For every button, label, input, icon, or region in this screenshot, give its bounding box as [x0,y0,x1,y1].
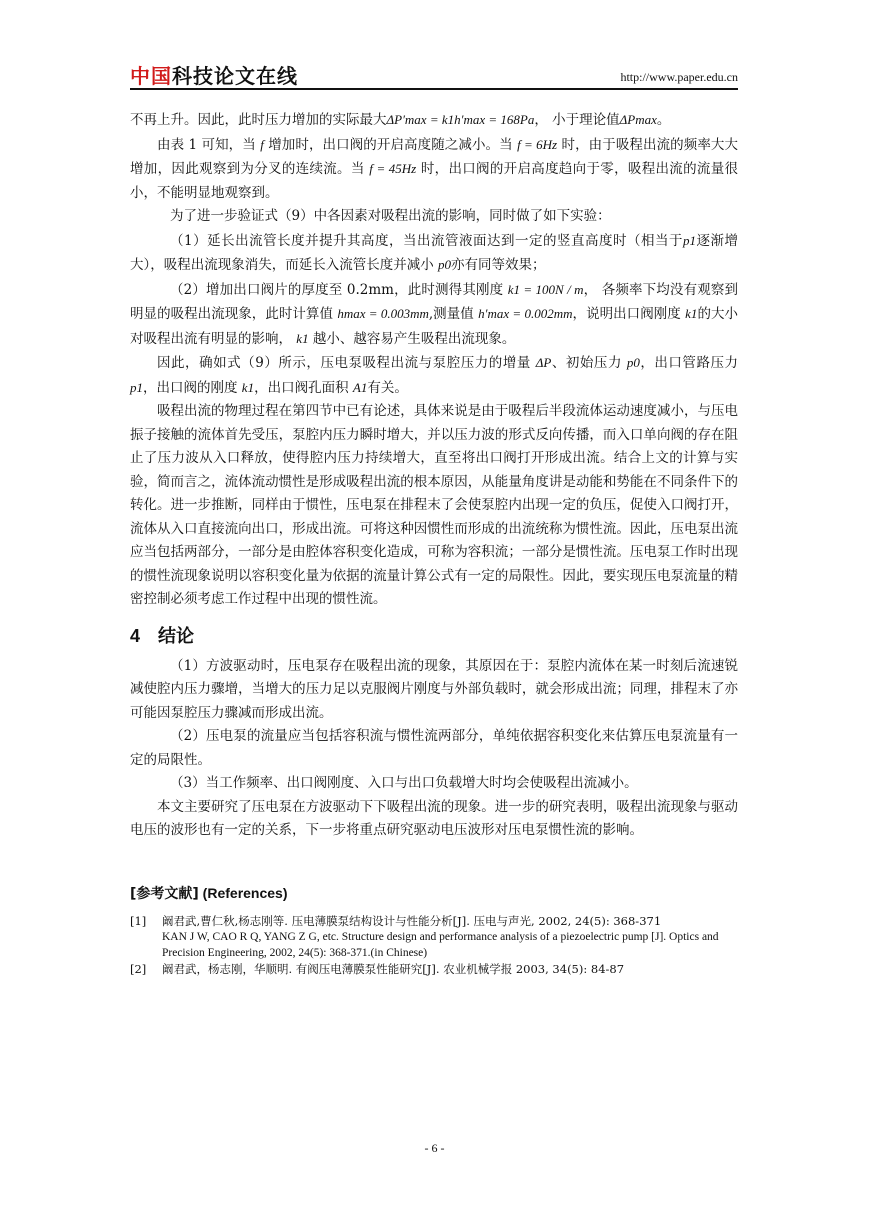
reference-zh: 阚君武，杨志刚，华顺明. 有阀压电薄膜泵性能研究[J]. 农业机械学报 2003, 34(5): 84-87 [162,961,625,976]
references-list [130,913,738,977]
section-title: 结论 [158,625,195,647]
text: ， 小于理论值 [534,112,620,128]
paragraph-3: 为了进一步验证式（9）中各因素对吸程出流的影响，同时做了如下实验： [170,208,611,224]
reference-item [130,913,738,961]
paragraph-7: 吸程出流的物理过程在第四节中已有论述，具体来说是由于吸程后半段流体运动速度减小，与压电振子接触的流体首先受压，泵腔内压力瞬时增大，并以压力波的形式反向传播，而入口单向阀的存在阻止了压力波从入口释放，使得腔内压力持续增大，直至将出口阀打开形成出流。结合上文的计算与实验，简而言之，流体流动惯性是形成吸程出流的根本原因，从能量角度讲是动能和势能在不同条件下的转化。进一步推断，同样由于惯性，压电泵在排程末了会使泵腔内出现一定的负压，促使入口阀打开，流体从入口直接流向出口，形成出流。可将这种因惯性而形成的出流统称为惯性流。因此，压电泵出流应当包括两部分，一部分是由腔体容积变化造成，可称为容积流；一部分是惯性流。压电泵工作时出现的惯性流现象说明以容积变化量为依据的流量计算公式有一定的局限性。因此，要实现压电泵流量的精密控制必须考虑工作过程中出现的惯性流。 [130,403,738,607]
conclusion-4: 本文主要研究了压电泵在方波驱动下下吸程出流的现象。进一步的研究表明，吸程出流现象与驱动电压的波形也有一定的关系，下一步将重点研究驱动电压波形对压电泵惯性流的影响。 [130,798,738,838]
site-logo[interactable] [130,60,298,89]
text: 。 [656,112,671,128]
text: （2）增加出口阀片的厚度至 0.2mm，此时测得其刚度 [170,281,504,298]
text: （1）延长出流管长度并提升其高度，当出流管液面达到一定的竖直高度时（相当于 [170,232,684,249]
equation-hmax-measured: h′max = 0.002mm [478,306,573,321]
text: 时，出口阀的开启高度趋向于零，吸程出流的流量很小，不能明显地观察到。 [130,161,739,201]
equation-pressure-max: ΔP′max = k1h′max = 168Pa [386,112,535,127]
reference-tag: [2] [130,961,147,976]
symbol-p0: p0 [438,257,452,272]
text: 时，由于吸程出流的频率大大增加，因此观察到为分叉的连续流。当 [130,136,738,177]
header-url[interactable]: http://www.paper.edu.cn [620,70,738,84]
conclusion-2: （2）压电泵的流量应当包括容积流与惯性流两部分，单纯依据容积变化来估算压电泵流量有一定的局限性。 [130,728,738,768]
text: 、初始压力 [551,355,622,371]
symbol-k1: k1 [296,330,309,346]
symbol-p1: p1 [130,379,143,395]
references-heading-en: (References) [198,884,288,901]
references-heading [130,883,738,903]
equation-k1: k1 = 100N / m [507,281,584,297]
text: 越小、越容易产生吸程出流现象。 [312,330,516,347]
conclusion-3: （3）当工作频率、出口阀刚度、入口与出口负载增大时均会使吸程出流减小。 [170,775,638,791]
text: ，出口阀的刚度 [143,379,238,396]
text: 的大小对吸程出流有明显的影响， [130,306,739,347]
text: 有关。 [367,379,408,396]
text: ， 各频率下均没有观察到明显的吸程出流现象，此时计算值 [130,281,738,322]
paragraph-6 [130,351,738,400]
equation-f6: f = 6Hz [517,136,558,152]
logo-red-text: 中国 [130,64,172,88]
symbol-p1: p1 [683,232,697,248]
text: 亦有同等效果； [451,257,546,273]
symbol-f: f [260,136,264,152]
symbol-dp-max: ΔPmax [619,112,657,127]
reference-tag: [1] [130,913,147,928]
text: 逐渐增大），吸程出流现象消失，而延长入流管长度并减小 [130,232,739,273]
conclusion-1: （1）方波驱动时，压电泵存在吸程出流的现象，其原因在于：泵腔内流体在某一时刻后流速锐减使腔内压力骤增，当增大的压力足以克服阀片刚度与外部负载时，就会形成出流；同理，排程末了亦可能因泵腔压力骤减而形成出流。 [130,657,738,721]
paragraph-2 [130,133,738,206]
page-header [130,58,738,88]
text: 增加时，出口阀的开启高度随之减小。当 [268,136,513,153]
symbol-k1: k1 [241,379,255,395]
text: 因此，确如式（9）所示，压电泵吸程出流与泵腔压力的增量 [157,355,531,371]
text: 由表 1 可知，当 [157,136,256,153]
reference-item [130,961,738,977]
references-heading-zh: [参考文献] [130,885,199,902]
symbol-a1: A1 [352,379,368,395]
header-rule [130,88,738,90]
section-heading [130,622,738,651]
text: ，出口管路压力 [639,355,739,371]
reference-zh: 阚君武,曹仁秋,杨志刚等. 压电薄膜泵结构设计与性能分析[J]. 压电与声光, 2002, 24(5): 368-371 [162,913,662,928]
equation-hmax: hmax = 0.003mm [337,306,429,321]
paragraph-5 [130,278,738,352]
main-content [130,108,738,977]
logo-black-text: 科技论文在线 [172,64,298,88]
paragraph-1 [130,108,738,133]
text: ，说明出口阀刚度 [572,306,681,322]
symbol-p0: p0 [626,355,640,370]
text: 不再上升。因此，此时压力增加的实际最大 [130,112,387,128]
page-number: - 6 - [424,1141,445,1155]
paragraph-4 [130,229,738,278]
text: ,测量值 [428,306,474,322]
symbol-dp: ΔP [535,355,552,370]
equation-f45: f = 45Hz [369,161,417,176]
text: ，出口阀孔面积 [254,379,349,396]
symbol-k1: k1 [685,306,698,321]
section-number: 4 [130,625,141,646]
reference-en: KAN J W, CAO R Q, YANG Z G, etc. Structure design and performance analysis of a piezoelectric pump [J]. Optics and Precision Engineering, 2002, 24(5): 368-371.(in Chinese) [162,930,719,959]
